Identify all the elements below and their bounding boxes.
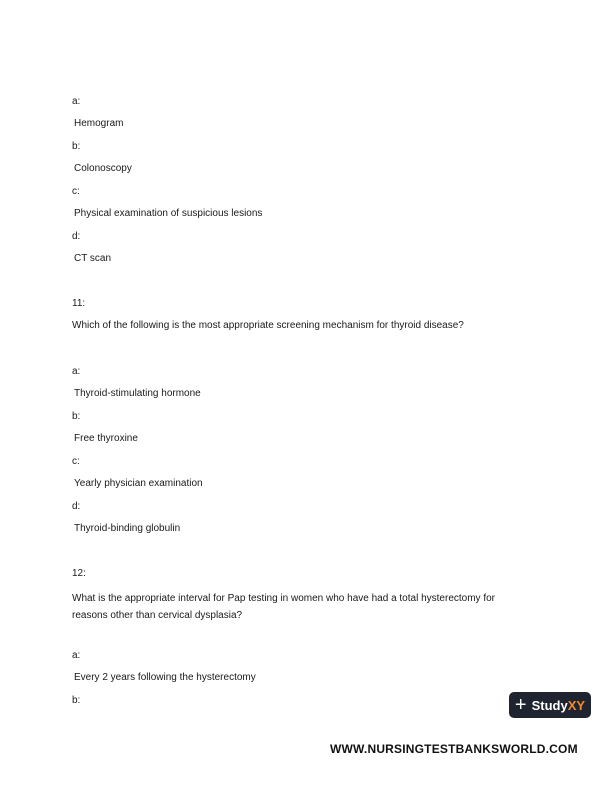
q11-option-d-label: d: bbox=[72, 501, 81, 512]
q11-number: 11: bbox=[72, 298, 86, 309]
q10-option-b-label: b: bbox=[72, 141, 81, 152]
plus-icon: + bbox=[514, 694, 527, 716]
q12-option-b-label: b: bbox=[72, 695, 81, 706]
studyxy-badge[interactable] bbox=[509, 692, 591, 718]
q11-option-a-text: Thyroid-stimulating hormone bbox=[74, 388, 201, 399]
q10-option-a-label: a: bbox=[72, 96, 81, 107]
q11-option-c-text: Yearly physician examination bbox=[74, 478, 203, 489]
q10-option-d-label: d: bbox=[72, 231, 81, 242]
q10-option-d-text: CT scan bbox=[74, 253, 112, 264]
q11-question: Which of the following is the most appropriate screening mechanism for thyroid disease? bbox=[72, 320, 464, 331]
q10-option-a-text: Hemogram bbox=[74, 118, 124, 129]
q12-number: 12: bbox=[72, 568, 86, 579]
q10-option-c-label: c: bbox=[72, 186, 80, 197]
q11-option-d-text: Thyroid-binding globulin bbox=[74, 523, 181, 534]
badge-study-text: Study bbox=[531, 697, 568, 713]
q11-option-b-label: b: bbox=[72, 411, 81, 422]
q12-option-a-label: a: bbox=[72, 650, 81, 661]
q11-option-b-text: Free thyroxine bbox=[74, 433, 138, 444]
q12-option-a-text: Every 2 years following the hysterectomy bbox=[74, 672, 256, 683]
q11-option-c-label: c: bbox=[72, 456, 80, 467]
badge-xy-text: XY bbox=[567, 697, 586, 713]
q10-option-c-text: Physical examination of suspicious lesions bbox=[74, 208, 263, 219]
q11-option-a-label: a: bbox=[72, 366, 81, 377]
q10-option-b-text: Colonoscopy bbox=[74, 163, 132, 174]
q12-question: What is the appropriate interval for Pap testing in women who have had a total hysterectomy for reasons other than cervical dysplasia? bbox=[72, 593, 495, 621]
footer-website: WWW.NURSINGTESTBANKSWORLD.COM bbox=[330, 742, 578, 756]
